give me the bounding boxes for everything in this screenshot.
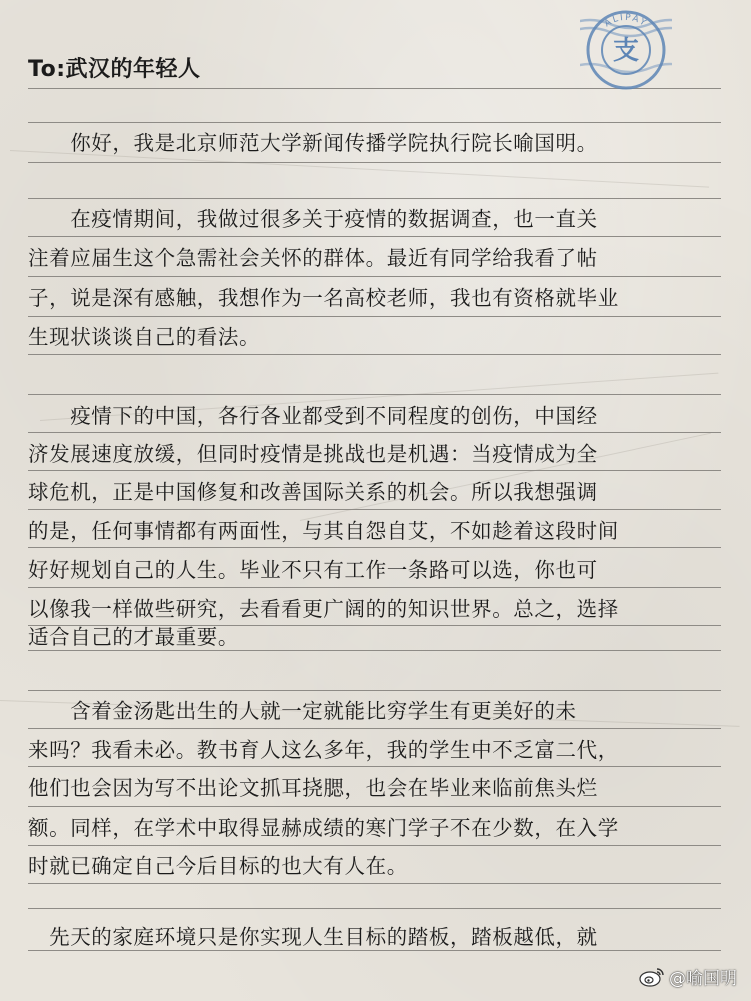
letter-line: 适合自己的才最重要。	[28, 625, 239, 649]
letter-line: 济发展速度放缓，但同时疫情是挑战也是机遇：当疫情成为全	[28, 442, 598, 466]
ruled-line	[28, 394, 721, 395]
ruled-line	[28, 354, 721, 355]
letter-line: 注着应届生这个急需社会关怀的群体。最近有同学给我看了帖	[28, 246, 598, 270]
ruled-line	[28, 690, 721, 691]
letter-line: 好好规划自己的人生。毕业不只有工作一条路可以选，你也可	[28, 558, 598, 582]
ruled-line	[28, 316, 721, 317]
ruled-line	[28, 587, 721, 588]
weibo-icon	[639, 966, 665, 988]
letter-line: 含着金汤匙出生的人就一定就能比穷学生有更美好的未	[28, 699, 577, 723]
weibo-watermark	[639, 964, 737, 989]
ruled-line	[28, 650, 721, 651]
letter-line: 球危机，正是中国修复和改善国际关系的机会。所以我想强调	[28, 480, 598, 504]
stamp-character: 支	[612, 36, 640, 66]
stamp-ring-text: ALIPAY	[602, 12, 650, 30]
ruled-line	[28, 547, 721, 548]
letter-line: 的是，任何事情都有两面性，与其自怨自艾，不如趁着这段时间	[28, 519, 619, 543]
letter-line: 生现状谈谈自己的看法。	[28, 325, 261, 349]
letter-line: 子，说是深有感触，我想作为一名高校老师，我也有资格就毕业	[28, 286, 619, 310]
ruled-line	[28, 236, 721, 237]
ruled-line	[28, 470, 721, 471]
ruled-line	[28, 122, 721, 123]
ruled-line	[28, 766, 721, 767]
watermark-text: @喻国明	[669, 969, 737, 989]
letter-line: 额。同样，在学术中取得显赫成绩的寒门学子不在少数，在入学	[28, 816, 619, 840]
letter-line: 疫情下的中国，各行各业都受到不同程度的创伤，中国经	[28, 404, 598, 428]
letter-line: 在疫情期间，我做过很多关于疫情的数据调查，也一直关	[28, 207, 598, 231]
ruled-line	[28, 432, 721, 433]
letter-line: 以像我一样做些研究，去看看更广阔的的知识世界。总之，选择	[28, 597, 619, 621]
ruled-line	[28, 728, 721, 729]
ruled-line	[28, 509, 721, 510]
ruled-line	[28, 908, 721, 909]
letter-line: 时就已确定自己今后目标的也大有人在。	[28, 854, 408, 878]
letter-line: 他们也会因为写不出论文抓耳挠腮，也会在毕业来临前焦头烂	[28, 776, 598, 800]
ruled-line	[28, 806, 721, 807]
ruled-line	[28, 276, 721, 277]
ruled-line	[28, 883, 721, 884]
alipay-postmark-stamp	[580, 4, 672, 96]
letter-line: 先天的家庭环境只是你实现人生目标的踏板，踏板越低，就	[28, 925, 598, 949]
ruled-line	[28, 845, 721, 846]
letter-title: To:武汉的年轻人	[28, 57, 201, 82]
ruled-line	[28, 162, 721, 163]
ruled-line	[28, 950, 721, 951]
ruled-line	[28, 198, 721, 199]
letter-line: 你好，我是北京师范大学新闻传播学院执行院长喻国明。	[28, 131, 598, 155]
letter-line: 来吗？我看未必。教书育人这么多年，我的学生中不乏富二代，	[28, 738, 619, 762]
